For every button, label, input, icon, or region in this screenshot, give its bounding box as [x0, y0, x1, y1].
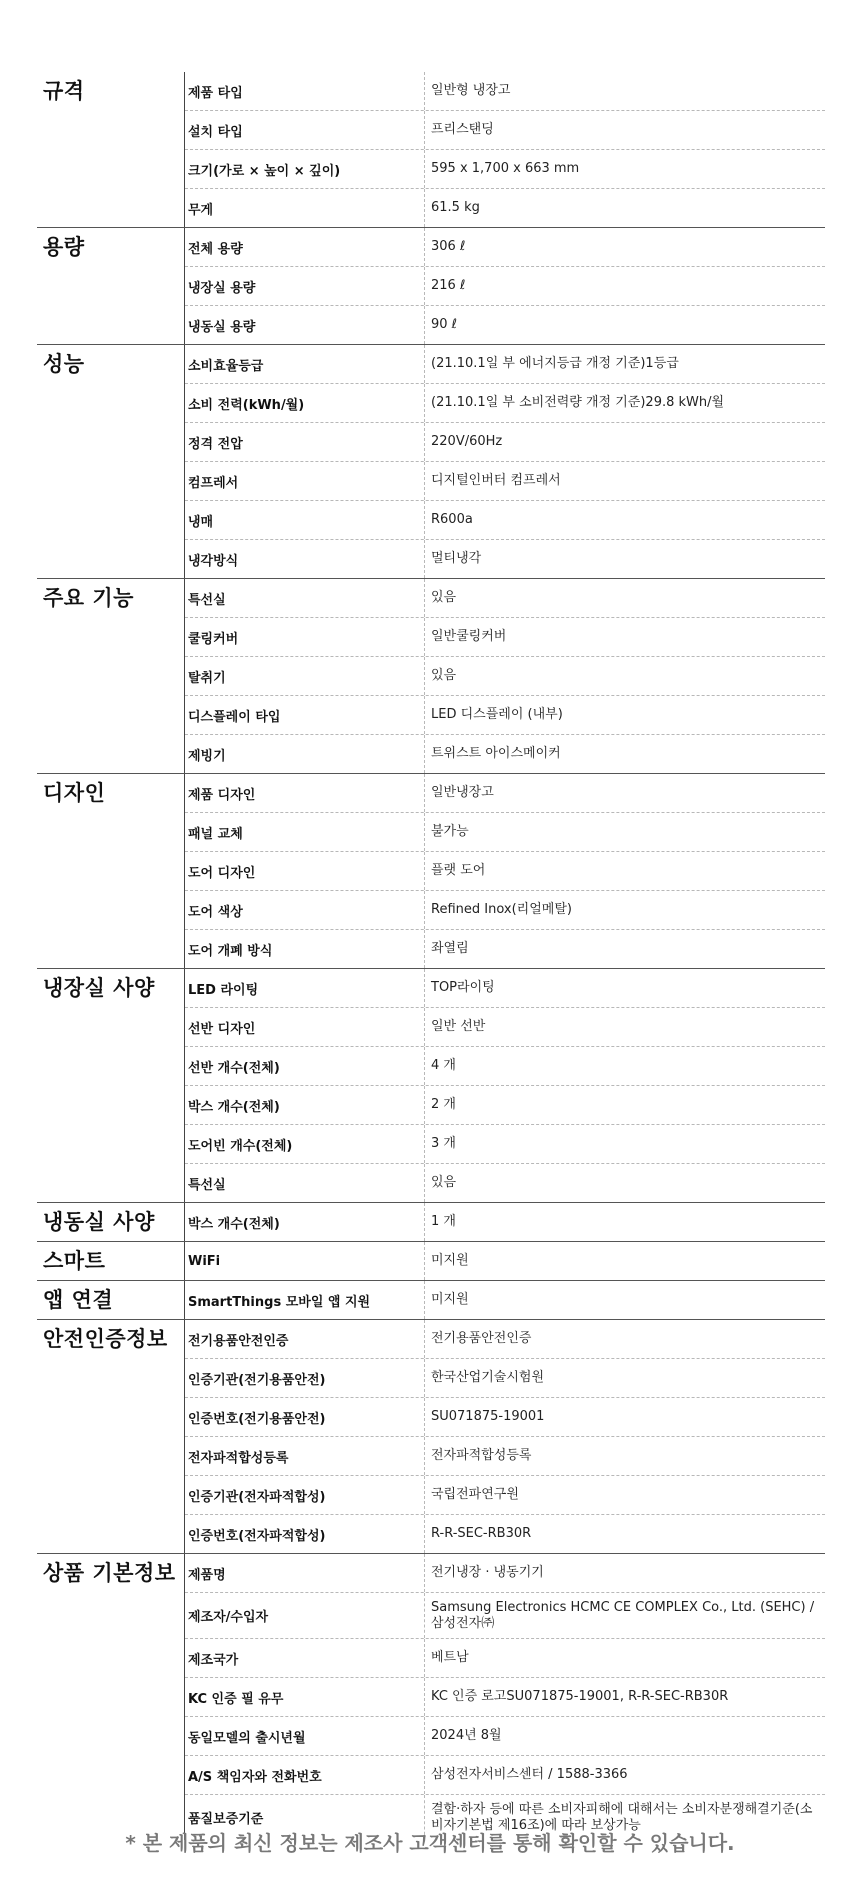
section-rows: [184, 1281, 825, 1319]
spec-value: 216 ℓ: [431, 278, 466, 293]
spec-row: [185, 345, 825, 383]
spec-value: 전기냉장 · 냉동기기: [431, 1565, 544, 1580]
spec-section: [37, 1553, 825, 1840]
spec-label: 전기용품안전인증: [185, 1320, 425, 1358]
spec-label: 디스플레이 타입: [185, 696, 425, 734]
spec-row: [185, 1475, 825, 1514]
spec-row: [185, 1716, 825, 1755]
spec-value: TOP라이팅: [431, 980, 495, 995]
spec-row: [185, 1514, 825, 1553]
section-rows: [184, 579, 825, 773]
spec-value: 있음: [431, 668, 457, 683]
spec-value: 90 ℓ: [431, 317, 458, 332]
spec-section: [37, 578, 825, 773]
section-title: 안전인증정보: [43, 1327, 168, 1351]
spec-value: 2 개: [431, 1097, 456, 1112]
spec-value: 306 ℓ: [431, 239, 466, 254]
section-rows: [184, 345, 825, 578]
section-rows: [184, 228, 825, 344]
spec-row: [185, 656, 825, 695]
spec-label: 인증번호(전기용품안전): [185, 1398, 425, 1436]
spec-value: Samsung Electronics HCMC CE COMPLEX Co., Ltd. (SEHC) / 삼성전자㈜: [431, 1599, 815, 1631]
section-title: 디자인: [43, 781, 106, 805]
spec-row: [185, 383, 825, 422]
spec-label: SmartThings 모바일 앱 지원: [185, 1281, 425, 1319]
spec-row: [185, 1124, 825, 1163]
section-title: 주요 기능: [43, 586, 134, 610]
spec-section: [37, 773, 825, 968]
spec-value: R600a: [431, 512, 473, 527]
spec-row: [185, 1358, 825, 1397]
spec-row: [185, 422, 825, 461]
spec-value: 전자파적합성등록: [431, 1448, 532, 1463]
spec-label: 냉동실 용량: [185, 306, 425, 344]
spec-value: SU071875-19001: [431, 1409, 545, 1424]
spec-value: 멀티냉각: [431, 551, 482, 566]
spec-row: [185, 228, 825, 266]
footnote: * 본 제품의 최신 정보는 제조사 고객센터를 통해 확인할 수 있습니다.: [125, 1831, 735, 1855]
spec-value: 미지원: [431, 1292, 469, 1307]
spec-row: [185, 1436, 825, 1475]
spec-value: 한국산업기술시험원: [431, 1370, 545, 1385]
spec-value: 미지원: [431, 1253, 469, 1268]
spec-label: 패널 교체: [185, 813, 425, 851]
spec-label: 소비 전력(kWh/월): [185, 384, 425, 422]
spec-label: 냉장실 용량: [185, 267, 425, 305]
spec-label: 무게: [185, 189, 425, 227]
spec-label: 소비효율등급: [185, 345, 425, 383]
section-rows: [184, 72, 825, 227]
section-rows: [184, 1554, 825, 1840]
spec-row: [185, 812, 825, 851]
spec-label: 특선실: [185, 579, 425, 617]
spec-value: 일반냉장고: [431, 785, 494, 800]
spec-row: [185, 1085, 825, 1124]
section-title: 스마트: [43, 1249, 106, 1273]
spec-section: [37, 344, 825, 578]
spec-label: 제빙기: [185, 735, 425, 773]
section-title: 앱 연결: [43, 1288, 114, 1312]
section-title: 냉동실 사양: [43, 1210, 155, 1234]
spec-value: 220V/60Hz: [431, 434, 503, 449]
spec-row: [185, 1046, 825, 1085]
spec-value: 일반쿨링커버: [431, 629, 507, 644]
spec-value: 61.5 kg: [431, 200, 480, 215]
spec-value: 디지털인버터 컴프레서: [431, 473, 561, 488]
spec-label: 도어 색상: [185, 891, 425, 929]
spec-row: [185, 1163, 825, 1202]
spec-row: [185, 1397, 825, 1436]
spec-label: 특선실: [185, 1164, 425, 1202]
spec-value: 삼성전자서비스센터 / 1588-3366: [431, 1767, 628, 1782]
spec-label: 전체 용량: [185, 228, 425, 266]
spec-row: [185, 1242, 825, 1280]
spec-value: 일반 선반: [431, 1019, 486, 1034]
spec-label: 제조국가: [185, 1639, 425, 1677]
spec-section: [37, 1202, 825, 1241]
spec-value: (21.10.1일 부 에너지등급 개정 기준)1등급: [431, 356, 679, 371]
spec-row: [185, 1677, 825, 1716]
spec-label: 전자파적합성등록: [185, 1437, 425, 1475]
spec-label: 인증번호(전자파적합성): [185, 1515, 425, 1553]
section-title: 냉장실 사양: [43, 976, 155, 1000]
spec-label: 컴프레서: [185, 462, 425, 500]
spec-label: WiFi: [185, 1242, 425, 1280]
spec-value: 트위스트 아이스메이커: [431, 746, 561, 761]
spec-label: KC 인증 필 유무: [185, 1678, 425, 1716]
spec-value: 4 개: [431, 1058, 456, 1073]
spec-value: (21.10.1일 부 소비전력량 개정 기준)29.8 kWh/월: [431, 395, 725, 410]
spec-label: 정격 전압: [185, 423, 425, 461]
spec-row: [185, 774, 825, 812]
spec-value: R-R-SEC-RB30R: [431, 1526, 532, 1541]
spec-label: LED 라이팅: [185, 969, 425, 1007]
spec-value: 있음: [431, 590, 457, 605]
section-title: 용량: [43, 235, 85, 259]
spec-label: 도어빈 개수(전체): [185, 1125, 425, 1163]
spec-value: 프리스탠딩: [431, 122, 494, 137]
spec-value: 3 개: [431, 1136, 456, 1151]
spec-row: [185, 1320, 825, 1358]
spec-row: [185, 1554, 825, 1592]
section-title: 성능: [43, 352, 85, 376]
spec-label: 냉매: [185, 501, 425, 539]
spec-section: [37, 227, 825, 344]
spec-section: [37, 968, 825, 1202]
spec-row: [185, 969, 825, 1007]
spec-label: 도어 개폐 방식: [185, 930, 425, 968]
spec-section: [37, 1241, 825, 1280]
spec-row: [185, 461, 825, 500]
spec-label: 품질보증기준: [185, 1795, 425, 1840]
spec-label: 박스 개수(전체): [185, 1203, 425, 1241]
spec-value: 플랫 도어: [431, 863, 486, 878]
spec-label: 제조자/수입자: [185, 1593, 425, 1638]
spec-row: [185, 1203, 825, 1241]
spec-value: 베트남: [431, 1650, 469, 1665]
spec-value: 1 개: [431, 1214, 456, 1229]
spec-label: 선반 개수(전체): [185, 1047, 425, 1085]
spec-label: A/S 책임자와 전화번호: [185, 1756, 425, 1794]
spec-value: 전기용품안전인증: [431, 1331, 532, 1346]
spec-value: LED 디스플레이 (내부): [431, 707, 563, 722]
spec-row: [185, 929, 825, 968]
spec-table: [37, 72, 825, 1840]
spec-row: [185, 72, 825, 110]
spec-row: [185, 305, 825, 344]
section-title: 상품 기본정보: [43, 1561, 176, 1585]
spec-label: 제품 타입: [185, 72, 425, 110]
spec-label: 박스 개수(전체): [185, 1086, 425, 1124]
spec-value: 불가능: [431, 824, 469, 839]
spec-value: 일반형 냉장고: [431, 83, 511, 98]
spec-row: [185, 110, 825, 149]
section-rows: [184, 1242, 825, 1280]
spec-label: 선반 디자인: [185, 1008, 425, 1046]
spec-label: 동일모델의 출시년월: [185, 1717, 425, 1755]
spec-row: [185, 1592, 825, 1638]
spec-value: 결함·하자 등에 따른 소비자피해에 대해서는 소비자분쟁해결기준(소비자기본법 제16조)에 따라 보상가능: [431, 1801, 813, 1833]
spec-value: 좌열림: [431, 941, 469, 956]
spec-value: KC 인증 로고SU071875-19001, R-R-SEC-RB30R: [431, 1689, 729, 1704]
spec-label: 쿨링커버: [185, 618, 425, 656]
spec-row: [185, 539, 825, 578]
spec-section: [37, 1280, 825, 1319]
spec-value: 국립전파연구원: [431, 1487, 519, 1502]
spec-value: 2024년 8월: [431, 1728, 502, 1743]
spec-label: 도어 디자인: [185, 852, 425, 890]
section-rows: [184, 1320, 825, 1553]
spec-row: [185, 695, 825, 734]
spec-row: [185, 890, 825, 929]
spec-label: 제품명: [185, 1554, 425, 1592]
spec-row: [185, 579, 825, 617]
spec-section: [37, 1319, 825, 1553]
spec-label: 인증기관(전자파적합성): [185, 1476, 425, 1514]
spec-row: [185, 734, 825, 773]
spec-row: [185, 1638, 825, 1677]
spec-label: 크기(가로 × 높이 × 깊이): [185, 150, 425, 188]
spec-row: [185, 1755, 825, 1794]
section-rows: [184, 969, 825, 1202]
spec-row: [185, 851, 825, 890]
spec-label: 인증기관(전기용품안전): [185, 1359, 425, 1397]
spec-row: [185, 149, 825, 188]
spec-row: [185, 266, 825, 305]
spec-row: [185, 500, 825, 539]
spec-value: Refined Inox(리얼메탈): [431, 902, 572, 917]
spec-row: [185, 1281, 825, 1319]
section-title: 규격: [43, 79, 85, 103]
spec-label: 냉각방식: [185, 540, 425, 578]
spec-row: [185, 1007, 825, 1046]
spec-row: [185, 617, 825, 656]
spec-section: [37, 72, 825, 227]
section-rows: [184, 774, 825, 968]
spec-label: 탈취기: [185, 657, 425, 695]
spec-value: 있음: [431, 1175, 457, 1190]
section-rows: [184, 1203, 825, 1241]
spec-row: [185, 188, 825, 227]
spec-label: 제품 디자인: [185, 774, 425, 812]
spec-label: 설치 타입: [185, 111, 425, 149]
spec-value: 595 x 1,700 x 663 mm: [431, 161, 580, 176]
